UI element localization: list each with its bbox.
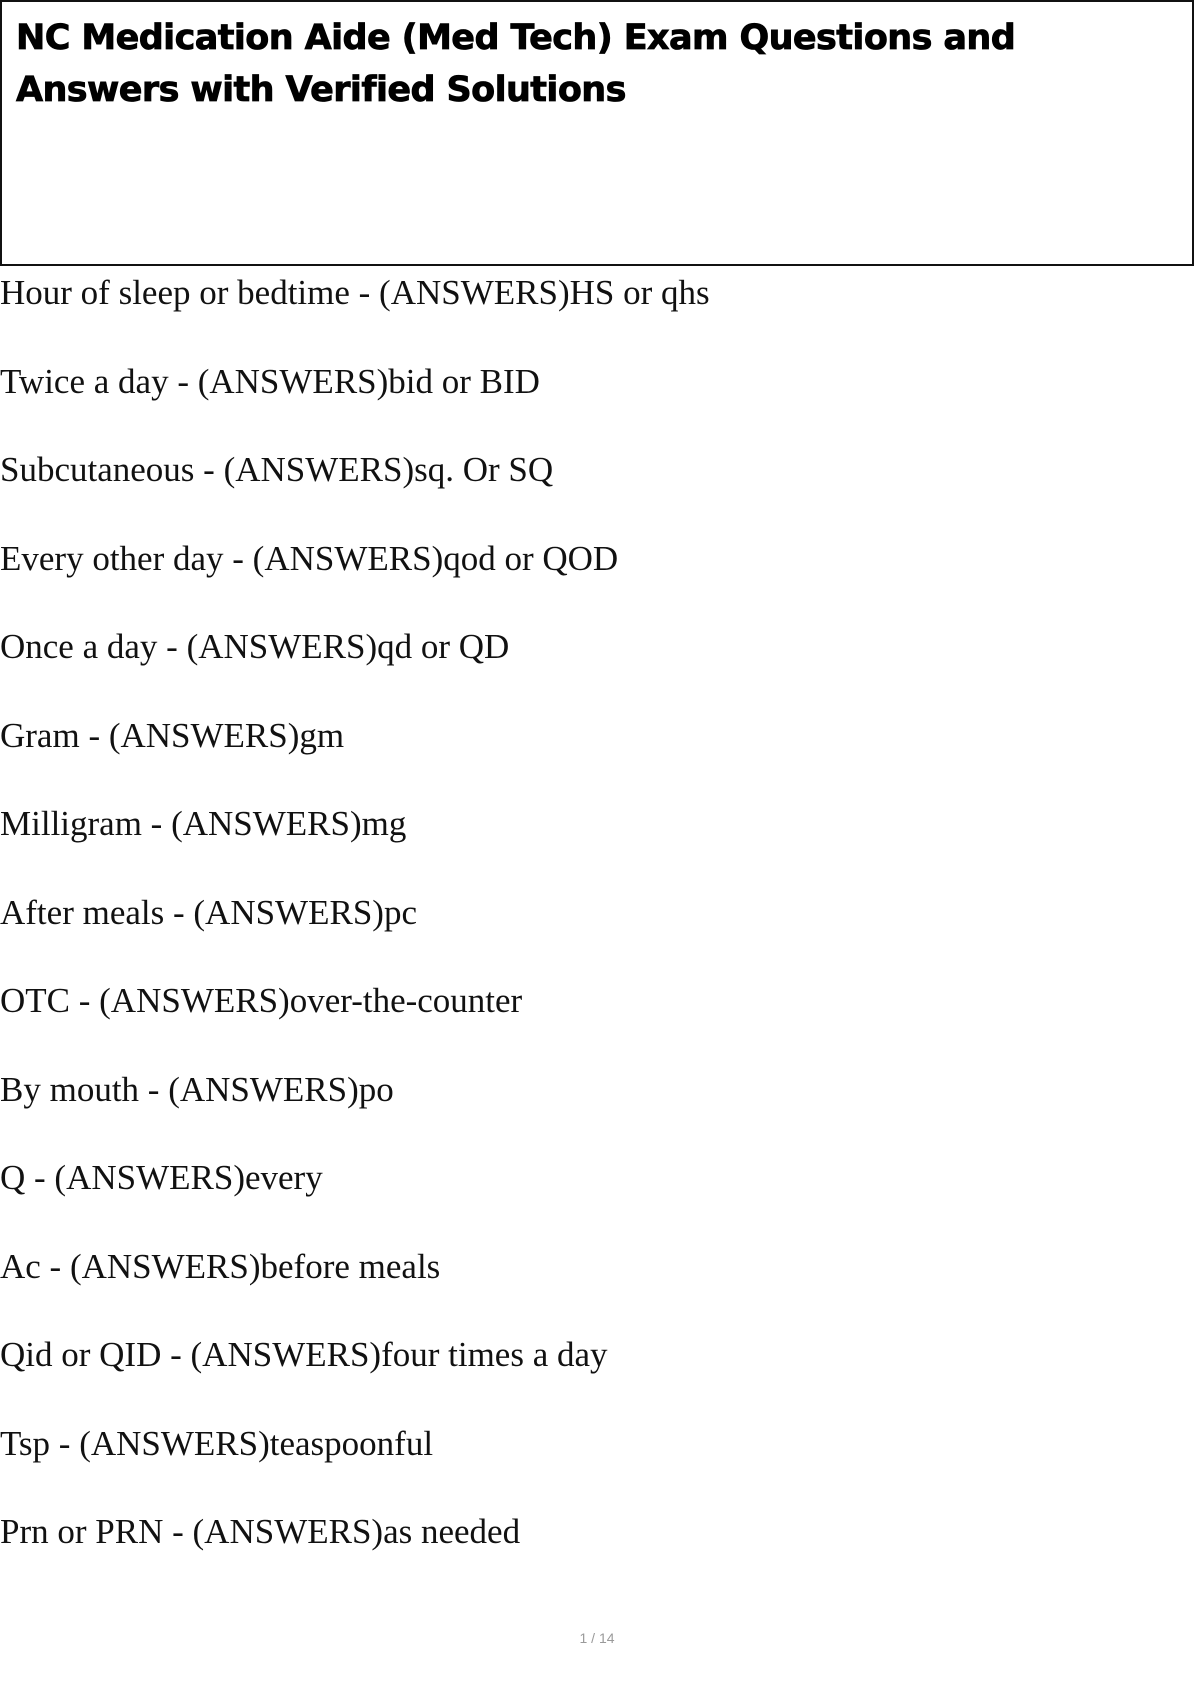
qa-item: By mouth - (ANSWERS)po bbox=[0, 1069, 394, 1109]
qa-item: Hour of sleep or bedtime - (ANSWERS)HS or qhs bbox=[0, 273, 710, 312]
qa-item: Milligram - (ANSWERS)mg bbox=[0, 804, 407, 843]
title-box bbox=[0, 0, 1194, 266]
qa-item: OTC - (ANSWERS)over-the-counter bbox=[0, 981, 523, 1020]
qa-list bbox=[0, 266, 1190, 1594]
qa-item: Every other day - (ANSWERS)qod or QOD bbox=[0, 538, 619, 578]
qa-item: Ac - (ANSWERS)before meals bbox=[0, 1246, 441, 1286]
page-number: 1 / 14 bbox=[579, 1630, 615, 1646]
qa-item: Q - (ANSWERS)every bbox=[0, 1158, 323, 1197]
qa-item: Qid or QID - (ANSWERS)four times a day bbox=[0, 1335, 608, 1374]
qa-item: Subcutaneous - (ANSWERS)sq. Or SQ bbox=[0, 450, 554, 489]
qa-item: Once a day - (ANSWERS)qd or QD bbox=[0, 627, 510, 666]
document-title: NC Medication Aide (Med Tech) Exam Questions and Answers with Verified Solutions bbox=[16, 18, 1016, 110]
qa-item: Twice a day - (ANSWERS)bid or BID bbox=[0, 361, 540, 401]
qa-item: After meals - (ANSWERS)pc bbox=[0, 892, 417, 932]
qa-item: Prn or PRN - (ANSWERS)as needed bbox=[0, 1512, 521, 1551]
qa-item: Gram - (ANSWERS)gm bbox=[0, 715, 345, 755]
qa-item: Tsp - (ANSWERS)teaspoonful bbox=[0, 1423, 434, 1463]
